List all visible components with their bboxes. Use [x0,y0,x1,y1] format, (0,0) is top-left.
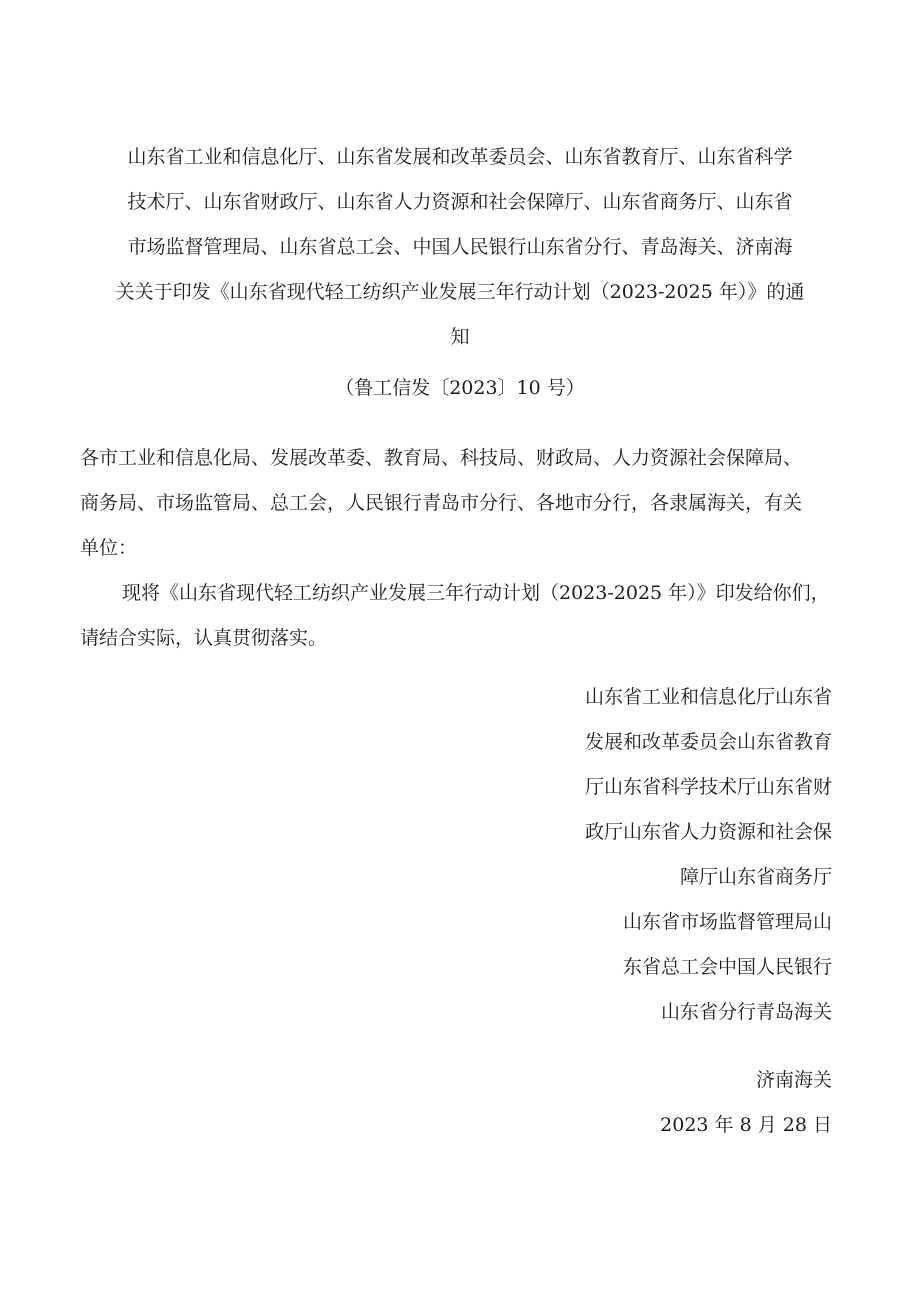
addressee-line-3: 单位： [80,537,138,559]
addressee [80,436,840,571]
signature-organizations [472,675,832,1035]
title-line-4: 关关于印发《山东省现代轻工纺织产业发展三年行动计划（2023-2025 年）》的通 [115,281,805,303]
body-line-2: 请结合实际，认真贯彻落实。 [80,627,328,649]
body-line-1: 现将《山东省现代轻工纺织产业发展三年行动计划（2023-2025 年）》印发给你们， [122,582,830,604]
title-line-2: 技术厅、山东省财政厅、山东省人力资源和社会保障厅、山东省商务厅、山东省 [127,191,793,213]
body-paragraph [80,571,840,661]
signature-line-2: 发展和改革委员会山东省教育 [584,731,832,753]
addressee-line-2: 商务局、市场监管局、总工会，人民银行青岛市分行、各地市分行，各隶属海关，有关 [80,492,803,514]
signature-line-6: 山东省市场监督管理局山 [622,911,832,933]
document-title [80,135,840,360]
signature-line-1: 山东省工业和信息化厅山东省 [584,686,832,708]
addressee-line-1: 各市工业和信息化局、发展改革委、教育局、科技局、财政局、人力资源社会保障局、 [80,447,803,469]
signature-date: 2023 年 8 月 28 日 [660,1114,832,1136]
signature-line-8: 山东省分行青岛海关 [660,1001,832,1023]
signature-line-3: 厅山东省科学技术厅山东省财 [584,776,832,798]
title-line-1: 山东省工业和信息化厅、山东省发展和改革委员会、山东省教育厅、山东省科学 [127,146,793,168]
signature-line-7: 东省总工会中国人民银行 [622,956,832,978]
signature-line-5: 障厅山东省商务厅 [679,866,832,888]
signature-line-4: 政厅山东省人力资源和社会保 [584,821,832,843]
title-line-5: 知 [450,326,470,348]
signature-last-organization: 济南海关 [755,1069,832,1091]
document-number: （鲁工信发〔2023〕10 号） [335,377,585,399]
title-line-3: 市场监督管理局、山东省总工会、中国人民银行山东省分行、青岛海关、济南海 [127,236,793,258]
